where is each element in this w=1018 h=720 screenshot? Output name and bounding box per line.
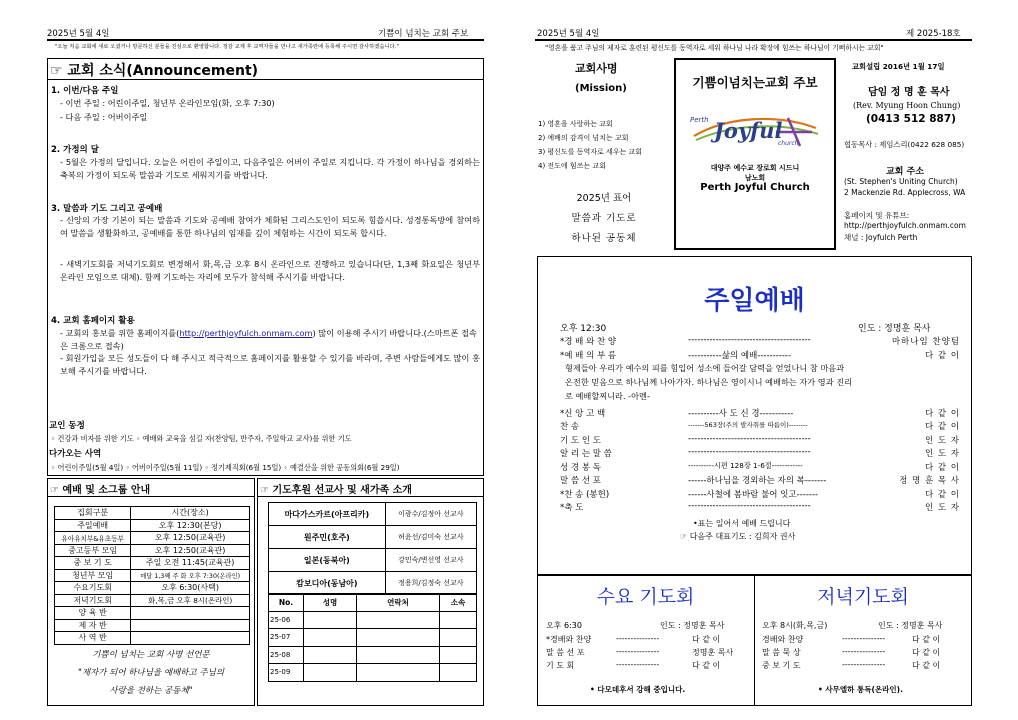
order-item: 말 씀 선 포 bbox=[560, 476, 601, 486]
notice-heading-2: 2. 가정의 달 bbox=[51, 145, 99, 155]
schedule-time bbox=[131, 619, 250, 632]
order-item: 기 도 회 bbox=[546, 661, 575, 670]
table-row bbox=[269, 629, 477, 647]
missionary-name: 정용희/김정숙 선교사 bbox=[385, 572, 476, 595]
table-row bbox=[55, 569, 250, 582]
order-person: 다 같 이 bbox=[924, 409, 960, 419]
mission-item: 3) 평신도를 동역자로 세우는 교회 bbox=[538, 148, 642, 156]
order-detail: --------------- bbox=[616, 634, 660, 643]
schedule-name: 제 자 반 bbox=[55, 619, 131, 632]
notice-paragraph: - 새벽기도회를 저녁기도회로 변경해서 화,목,금 오후 8시 온라인으로 진행하고 있습니다(단, 1,3째 화요일은 청년부 온라인 모임으로 대체). 함께 기도하는 자리에 모두가 참석해 주시기를 바랍니다. bbox=[60, 259, 480, 282]
schedule-time bbox=[131, 632, 250, 645]
order-item: 경배와 찬양 bbox=[762, 635, 804, 644]
order-item: *축 도 bbox=[560, 503, 584, 513]
newcomer-no: 25-07 bbox=[269, 629, 304, 647]
order-detail: ------하나님을 경외하는 자의 복------- bbox=[688, 476, 827, 486]
logo-perth-text: Perth bbox=[690, 116, 709, 124]
table-row bbox=[55, 519, 250, 532]
wednesday-leader: 인도 : 정명훈 목사 bbox=[660, 621, 725, 630]
notice-paragraph: - 회원가입을 모든 성도들이 다 해 주시고 적극적으로 홈페이지를 활용할 수 있기를 바라며, 주변 사람들에게도 많이 홍보해 주시기를 바랍니다. bbox=[60, 353, 480, 376]
schedule-time: 오후 12:50(교육관) bbox=[131, 544, 250, 557]
newcomer-head-cell: No. bbox=[269, 594, 304, 612]
order-item: 알 리 는 말 씀 bbox=[560, 449, 612, 459]
order-row bbox=[560, 501, 960, 513]
homepage-link[interactable]: http://perthjoyfulch.onmam.com bbox=[179, 328, 313, 338]
affiliation: 남노회 bbox=[744, 174, 766, 182]
notice-heading-1: 1. 이번/다음 주일 bbox=[51, 86, 119, 96]
wednesday-title: 수요 기도회 bbox=[596, 586, 695, 608]
order-person: 인 도 자 bbox=[924, 503, 960, 513]
order-item: *경 배 와 찬 양 bbox=[560, 337, 617, 347]
announcement-title: ☞ 교회 소식(Announcement) bbox=[50, 63, 259, 79]
order-person: 다 같 이 bbox=[912, 648, 941, 657]
order-item: 기 도 인 도 bbox=[560, 436, 601, 446]
order-detail: --------------- bbox=[616, 660, 660, 669]
order-person: 다 같 이 bbox=[912, 661, 941, 670]
schedule-time bbox=[131, 607, 250, 620]
mission-title: 교회사명 bbox=[575, 62, 618, 75]
call-to-worship: 형제들아 우리가 예수의 피를 힘입어 성소에 들어갈 담력을 얻었나니 참 마음과 bbox=[565, 363, 845, 373]
newcomer-head-cell: 성명 bbox=[304, 594, 357, 612]
order-detail: --------------- bbox=[842, 634, 886, 643]
table-row bbox=[55, 607, 250, 620]
table-row bbox=[269, 572, 477, 595]
evening-note: • 사무엘하 통독(온라인). bbox=[818, 685, 903, 694]
schedule-time: 오후 12:50(교육관) bbox=[131, 532, 250, 545]
upcoming-heading: 다가오는 사역 bbox=[49, 449, 102, 459]
missions-title: ☞ 기도후원 선교사 및 새가족 소개 bbox=[260, 485, 412, 496]
missionary-name: 이광수/김정아 선교사 bbox=[385, 503, 476, 526]
order-row bbox=[560, 434, 960, 446]
evening-time: 오후 8시(화,목,금) bbox=[762, 621, 828, 630]
order-person: 다 같 이 bbox=[912, 635, 941, 644]
schedule-time: 오후 12:30(본당) bbox=[131, 519, 250, 532]
wednesday-row bbox=[546, 634, 721, 646]
table-row bbox=[269, 664, 477, 682]
order-detail: ---------------------------------------- bbox=[688, 434, 811, 444]
evening-leader: 인도 : 정명훈 목사 bbox=[878, 621, 943, 630]
order-row bbox=[560, 349, 960, 361]
motto-line: 하나된 공동체 bbox=[571, 233, 637, 244]
vision-statement-line: "제자가 되어 하나님을 예배하고 주님의 bbox=[77, 668, 225, 678]
schedule-name: 양 육 반 bbox=[55, 607, 131, 620]
table-row bbox=[55, 582, 250, 595]
schedule-time: 화,목,금 오후 8시(온라인) bbox=[131, 594, 250, 607]
missions-rule bbox=[257, 496, 484, 497]
evening-title: 저녁기도회 bbox=[817, 586, 909, 608]
newcomer-head-cell: 소속 bbox=[440, 594, 477, 612]
order-person: 다 같 이 bbox=[924, 422, 960, 432]
order-detail: --------------- bbox=[842, 660, 886, 669]
homepage-text: - 교회의 홍보를 위한 홈페이지를( bbox=[60, 328, 180, 338]
worship-leader: 인도 : 정명훈 목사 bbox=[858, 324, 931, 334]
mission-item: 1) 영혼을 사랑하는 교회 bbox=[538, 120, 613, 128]
next-prayer-note: ☞ 다음주 대표기도 : 김희자 권사 bbox=[680, 532, 796, 541]
newcomer-no: 25-06 bbox=[269, 611, 304, 629]
vision-banner: "영혼을 품고 주님의 제자로 훈련된 평신도를 동역자로 세워 하나님 나라 확장에 힘쓰는 하나님이 기뻐하시는 교회" bbox=[545, 44, 884, 52]
worship-title: 주일예배 bbox=[704, 286, 805, 316]
order-row bbox=[560, 474, 960, 486]
bulletin-title: 기쁨이넘치는교회 주보 bbox=[692, 75, 818, 90]
order-item: 성 경 봉 독 bbox=[560, 463, 601, 473]
evening-row bbox=[762, 647, 941, 659]
header-rule-right bbox=[535, 39, 972, 41]
order-row bbox=[560, 407, 960, 419]
call-to-worship: 로 예배할찌니라. -아멘- bbox=[565, 391, 650, 401]
evening-row bbox=[762, 634, 941, 646]
wednesday-row bbox=[546, 660, 721, 672]
mission-field: 일본(동북아) bbox=[269, 549, 386, 572]
order-person: 다 같 이 bbox=[692, 635, 721, 644]
website-label: 홈페이지 및 유튜브: bbox=[844, 211, 910, 220]
order-detail: ----------시편 128장 1-6절------------ bbox=[688, 461, 803, 470]
order-detail: -------563장(주의 발자취를 따름이)-------- bbox=[688, 421, 808, 429]
logo-joyful-text: Joyful bbox=[714, 118, 783, 143]
notice-paragraph: - 신앙의 가장 기본이 되는 말씀과 기도와 공예배 참여가 체화된 그리스도인이 되도록 힘씁시다. 성경통독방에 참여하여 말씀을 생활화하고, 공예배를 통한 하나님의 임재를 깊이 체험하는 시간이 되도록 합시다. bbox=[60, 215, 480, 238]
schedule-time: 오후 6:30(사택) bbox=[131, 582, 250, 595]
logo-church-text: church bbox=[778, 140, 799, 147]
address-title: 교회 주소 bbox=[886, 167, 924, 177]
order-person: 마하나임 찬양팀 bbox=[891, 337, 960, 347]
table-row bbox=[269, 646, 477, 664]
call-to-worship: 온전한 믿음으로 하나님께 나아가자. 하나님은 영이시니 예배하는 자가 영과 진리 bbox=[565, 377, 853, 387]
order-detail: ---------------------------------------- bbox=[688, 501, 811, 511]
table-row bbox=[55, 557, 250, 570]
table-row bbox=[55, 632, 250, 645]
affiliation: 대양주 예수교 장로회 시드니 bbox=[710, 164, 800, 172]
associate-pastor: 협동목사 : 제임스리(0422 628 085) bbox=[844, 140, 965, 149]
wednesday-row bbox=[546, 647, 734, 659]
order-detail: -----------삶의 예배----------- bbox=[688, 351, 792, 361]
order-person: 정 명 훈 목 사 bbox=[899, 476, 960, 486]
schedule-name: 주일예배 bbox=[55, 519, 131, 532]
mission-field: 마다가스카르(아프리카) bbox=[269, 503, 386, 526]
issue-number: 제 2025-18호 bbox=[906, 29, 961, 39]
table-row bbox=[55, 594, 250, 607]
mission-item: 2) 예배의 감격이 넘치는 교회 bbox=[538, 134, 629, 142]
pastor-name: 담임 정 명 훈 목사 bbox=[868, 87, 950, 98]
notice-paragraph bbox=[60, 327, 480, 352]
order-detail: --------------- bbox=[842, 647, 886, 656]
table-row bbox=[269, 549, 477, 572]
schedule-name: 유아유치부&유초등부 bbox=[55, 532, 131, 545]
order-person: 정명훈 목사 bbox=[692, 648, 734, 657]
notice-paragraph: - 5월은 가정의 달입니다. 오늘은 어린이 주일이고, 다음주일은 어버이 주일로 지킵니다. 각 가정이 하나님을 경외하는 축복의 가정이 되도록 말씀과 기도로 세워지기를 바랍니다. bbox=[60, 157, 480, 180]
address-line: (St. Stephen's Uniting Church) bbox=[844, 177, 958, 186]
mission-field: 원주민(호주) bbox=[269, 526, 386, 549]
worship-time: 오후 12:30 bbox=[560, 324, 607, 334]
order-item: 찬 송 bbox=[560, 422, 580, 432]
newcomer-no: 25-09 bbox=[269, 664, 304, 682]
order-item: *예 배 의 부 름 bbox=[560, 351, 617, 361]
schedule-title: ☞ 예배 및 소그룹 안내 bbox=[50, 485, 151, 496]
order-row bbox=[560, 488, 960, 500]
mission-field: 캄보디아(동남아) bbox=[269, 572, 386, 595]
schedule-rule bbox=[47, 496, 255, 497]
left-date: 2025년 5월 4일 bbox=[47, 29, 110, 39]
prayer-heading: 교인 동정 bbox=[49, 421, 85, 431]
motto-line: 말씀과 기도로 bbox=[571, 213, 637, 224]
schedule-head-cell: 시간(장소) bbox=[131, 507, 250, 520]
schedule-time: 주일 오전 11:45(교육관) bbox=[131, 557, 250, 570]
order-person: 다 같 이 bbox=[924, 351, 960, 361]
schedule-name: 사 역 반 bbox=[55, 632, 131, 645]
newcomer-head-cell: 연락처 bbox=[357, 594, 440, 612]
website-url[interactable]: http://perthjoyfulch.onmam.com bbox=[844, 221, 966, 230]
schedule-header-row bbox=[55, 507, 250, 520]
order-row bbox=[560, 335, 960, 347]
table-row bbox=[55, 544, 250, 557]
notice-heading-4: 4. 교회 홈페이지 활용 bbox=[51, 316, 135, 326]
order-row bbox=[560, 461, 960, 473]
order-detail: ----------사 도 신 경----------- bbox=[688, 409, 794, 419]
order-item: 중 보 기 도 bbox=[762, 661, 801, 670]
mission-subtitle: (Mission) bbox=[575, 83, 627, 94]
schedule-table bbox=[54, 506, 250, 645]
church-name-en: Perth Joyful Church bbox=[700, 182, 810, 193]
mission-item: 4) 전도에 힘쓰는 교회 bbox=[538, 162, 606, 170]
schedule-name: 중 보 기 도 bbox=[55, 557, 131, 570]
table-row bbox=[55, 619, 250, 632]
wednesday-time: 오후 6:30 bbox=[546, 621, 582, 630]
left-bulletin-title: 기쁨이 넘치는 교회 주보 bbox=[378, 29, 469, 39]
standing-note: •표는 일어서 예배 드립니다 bbox=[693, 519, 791, 528]
order-person: 인 도 자 bbox=[924, 436, 960, 446]
motto-year: 2025년 표어 bbox=[576, 193, 632, 204]
order-person: 다 같 이 bbox=[924, 463, 960, 473]
schedule-name: 청년부 모임 bbox=[55, 569, 131, 582]
notice-heading-3: 3. 말씀과 기도 그리고 공예배 bbox=[51, 204, 163, 214]
announcement-rule bbox=[47, 79, 484, 80]
order-item: *찬 송 (봉헌) bbox=[560, 490, 610, 500]
church-logo bbox=[688, 110, 822, 155]
schedule-head-cell: 집회구분 bbox=[55, 507, 131, 520]
table-row bbox=[269, 526, 477, 549]
order-item: 말 씀 선 포 bbox=[546, 648, 585, 657]
order-detail: ---------------------------------------- bbox=[688, 335, 811, 345]
order-row bbox=[560, 420, 960, 432]
order-row bbox=[560, 447, 960, 459]
welcome-banner: "오늘 처음 교회에 새로 오셨거나 방문하신 분들을 진심으로 환영합니다. 정감 교제 후 교역자들을 만나고 새가족란에 등록해 주시면 감사하겠습니다." bbox=[55, 44, 399, 50]
missionary-name: 허윤선/김미숙 선교사 bbox=[385, 526, 476, 549]
order-person: 다 같 이 bbox=[924, 490, 960, 500]
vision-statement-line: 사랑을 전하는 공동체" bbox=[109, 686, 193, 696]
header-rule-left bbox=[47, 39, 484, 41]
right-date: 2025년 5월 4일 bbox=[537, 29, 600, 39]
order-item: 말 씀 묵 상 bbox=[762, 648, 801, 657]
pastor-phone: (0413 512 887) bbox=[866, 113, 956, 125]
order-detail: --------------- bbox=[616, 647, 660, 656]
order-detail: ---------------------------------------- bbox=[688, 447, 811, 457]
notice-line: - 이번 주일 : 어린이주일, 청년부 온라인모임(화, 오후 7:30) bbox=[60, 98, 275, 108]
schedule-name: 중고등부 모임 bbox=[55, 544, 131, 557]
pastor-name-en: (Rev. Myung Hoon Chung) bbox=[853, 101, 961, 110]
table-row bbox=[269, 611, 477, 629]
wednesday-note: • 다모데후서 강해 중입니다. bbox=[590, 685, 686, 694]
evening-row bbox=[762, 660, 941, 672]
table-row bbox=[269, 503, 477, 526]
missionary-name: 강민숙/변선영 선교사 bbox=[385, 549, 476, 572]
newcomer-header-row bbox=[269, 594, 477, 612]
order-person: 인 도 자 bbox=[924, 449, 960, 459]
table-row bbox=[55, 532, 250, 545]
youtube-channel[interactable]: 채널 : Joyfulch Perth bbox=[844, 233, 918, 242]
homepage-text-2: ) 많이 이용해 주시기 바랍니다.(스마트폰 접속은 크롬으로 접속) bbox=[60, 328, 477, 351]
newcomer-no: 25-08 bbox=[269, 646, 304, 664]
notice-line: - 다음 주일 : 어버이주일 bbox=[60, 112, 148, 122]
schedule-name: 저녁기도회 bbox=[55, 594, 131, 607]
schedule-time: 매달 1,3째 주 화 오후 7:30(온라인) bbox=[131, 569, 250, 582]
address-line: 2 Mackenzie Rd. Applecross, WA bbox=[844, 188, 966, 197]
upcoming-text: ◦ 어린이주일(5월 4일) ◦ 어버이주일(5월 11일) ◦ 정기제직회(6월 15일) ◦ 예결산을 위한 공동의회(6월 29일) bbox=[51, 463, 400, 472]
newcomer-table bbox=[268, 593, 477, 682]
schedule-name: 수요기도회 bbox=[55, 582, 131, 595]
order-person: 다 같 이 bbox=[692, 661, 721, 670]
prayer-text: ◦ 건강과 비자를 위한 기도 ◦ 예배와 교육을 섬길 자(찬양팀, 반주자, 주일학교 교사)를 위한 기도 bbox=[51, 434, 352, 443]
order-item: *경배와 찬양 bbox=[546, 635, 592, 644]
founded-date: 교회설립 2016년 1월 17일 bbox=[852, 62, 945, 71]
order-item: *신 앙 고 백 bbox=[560, 409, 606, 419]
order-detail: ------사철에 봄바람 불어 잇고------- bbox=[688, 490, 819, 500]
missionary-table bbox=[268, 502, 477, 595]
vision-statement-title: 기쁨이 넘치는 교회 사명 선언문 bbox=[92, 650, 210, 660]
